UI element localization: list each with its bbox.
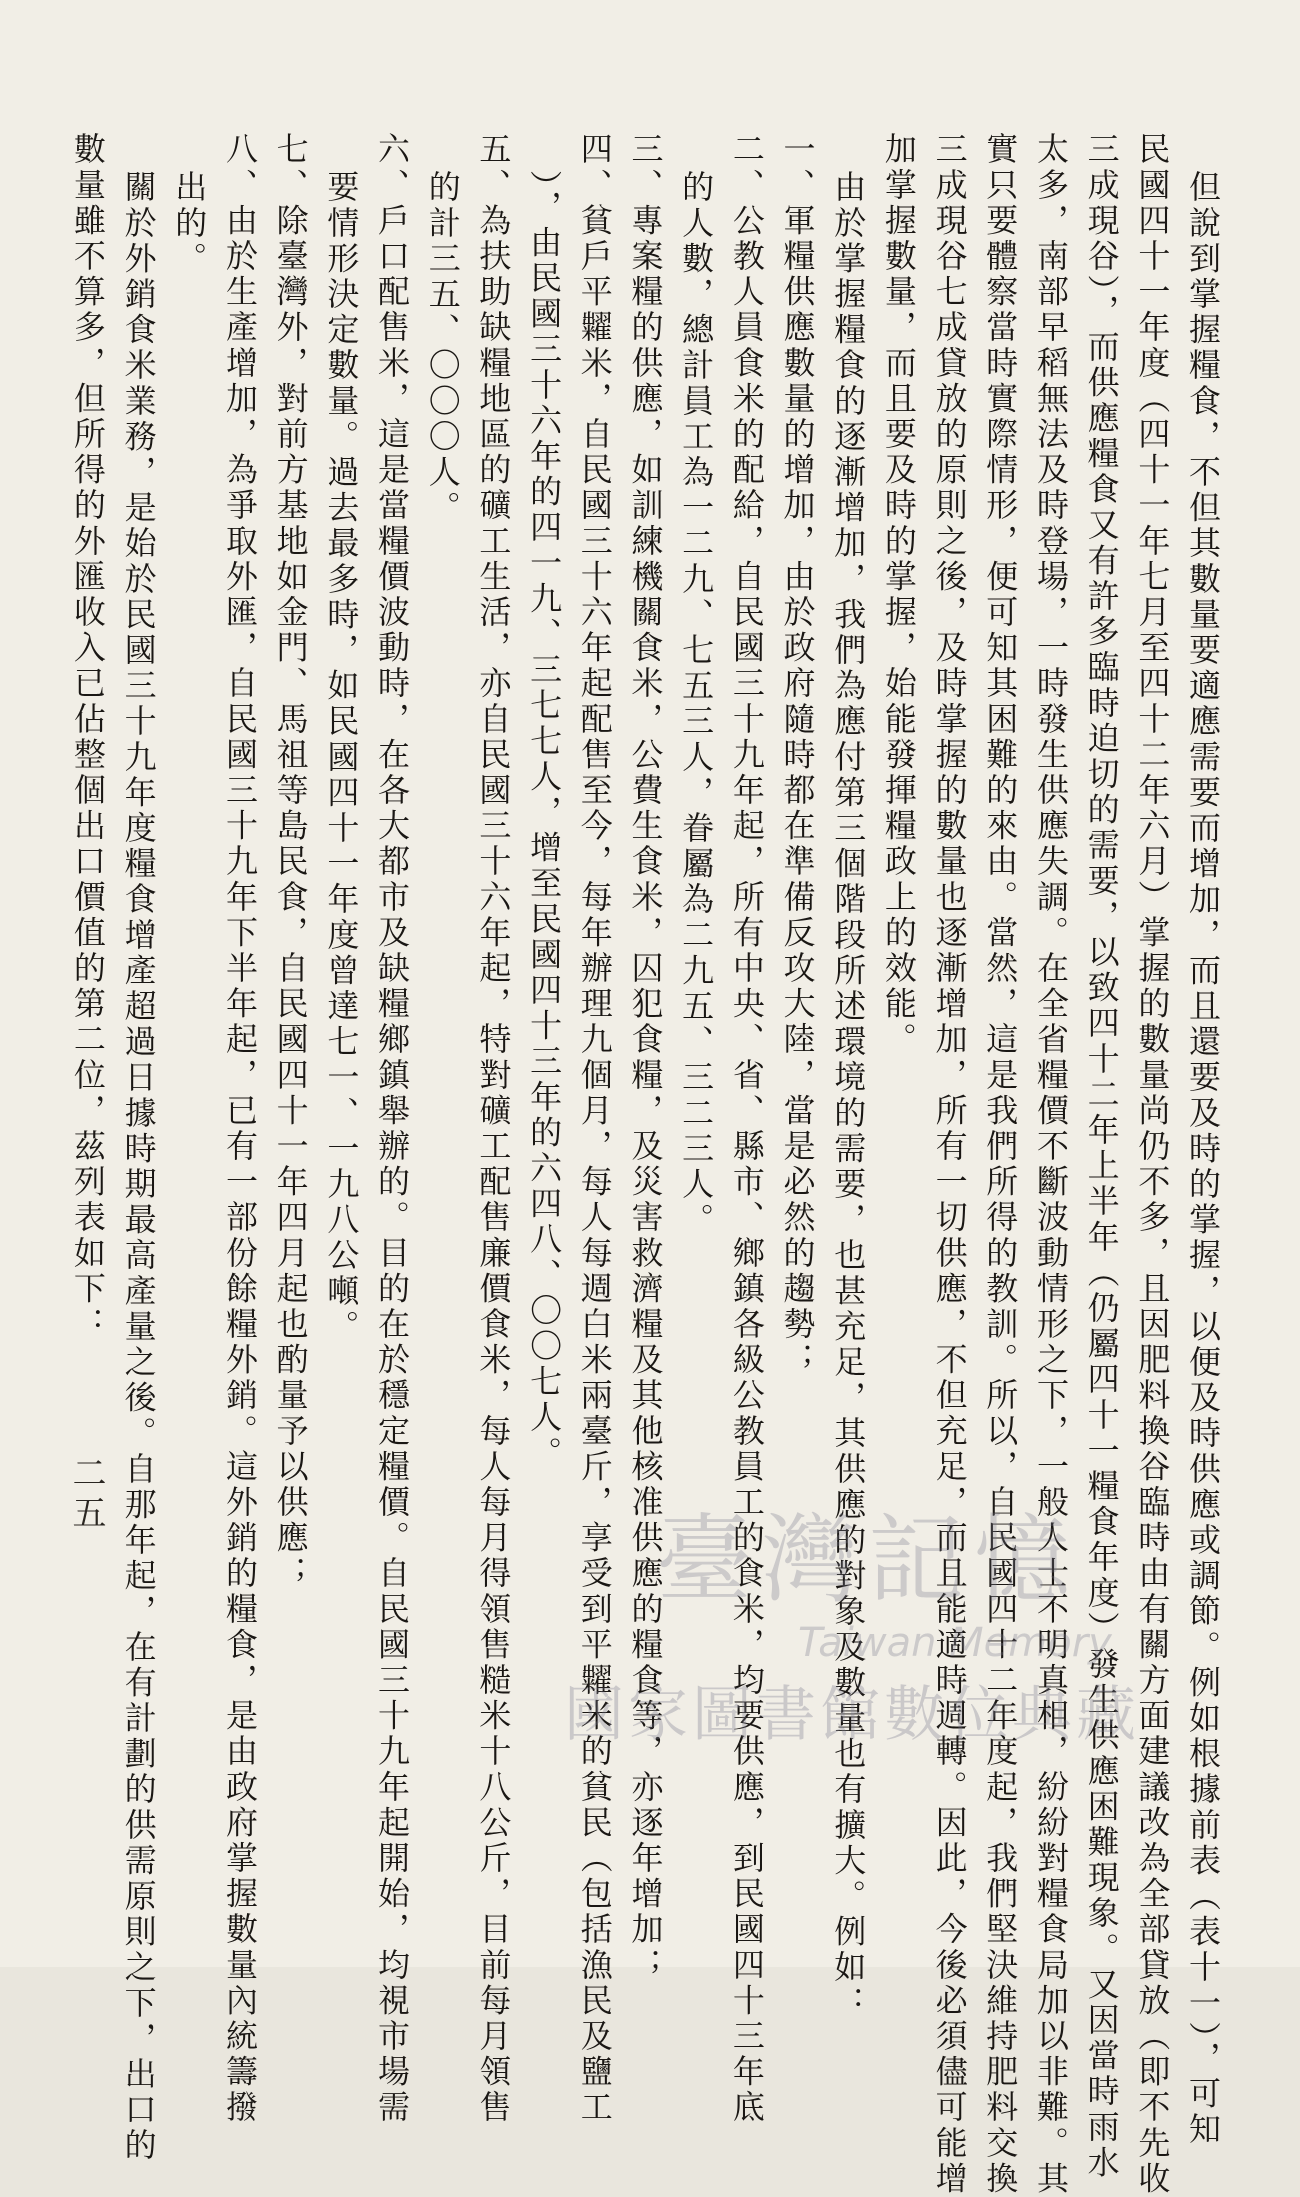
watermark-title: 臺灣記憶 [656,1504,1080,1616]
watermark-english: Taiwan Memory [798,1620,1112,1666]
text-column: 三、專案糧的供應，如訓練機關食米，公費生食米，囚犯食糧，及災害救濟糧及其他核准供應的糧食等，亦逐年增加； [626,132,665,1984]
text-column: ），由民國三十六年的四一九、三七七人，增至民國四十三年的六四八、〇〇七人。 [525,170,564,1472]
text-column: 由於掌握糧食的逐漸增加，我們為應付第三個階段所述環境的需要，也甚充足，其供應的對象及數量也有擴大。例如： [829,170,868,2022]
text-column: 五、為扶助缺糧地區的礦工生活，亦自民國三十六年起，特對礦工配售廉價食米，每人每月得領售糙米十八公斤，目前每月領售 [474,132,513,2126]
text-column: 加掌握數量，而且要及時的掌握，始能發揮糧政上的效能。 [879,132,918,1058]
text-column: 三成現谷七成貸放的原則之後，及時掌握的數量也逐漸增加，所有一切供應，不但充足，而且能適時週轉。因此，今後必須儘可能增 [930,132,969,2197]
text-column: 七、除臺灣外，對前方基地如金門、馬祖等島民食，自民國四十一年四月起也酌量予以供應； [271,132,310,1592]
text-column: 太多，南部早稻無法及時登場，一時發生供應失調。在全省糧價不斷波動情形之下，一般人士不明真相，紛紛對糧食局加以非難。其 [1031,132,1070,2197]
text-column: 要情形決定數量。過去最多時，如民國四十一年度曾達七一、一九八公噸。 [322,170,361,1345]
text-column: 四、貧戶平糶米，自民國三十六年起配售至今，每年辦理九個月，每人每週白米兩臺斤，享受到平糶米的貧民（包括漁民及鹽工 [575,132,614,2126]
text-column: 一、軍糧供應數量的增加，由於政府隨時都在準備反攻大陸，當是必然的趨勢； [778,132,817,1378]
text-column: 二、公教人員食米的配給，自民國三十九年起，所有中央、省、縣市、鄉鎮各級公教員工的食米，均要供應，到民國四十三年底 [727,132,766,2126]
text-column: 出的。 [170,170,209,277]
text-column: 的計三五、〇〇〇人。 [423,170,462,526]
text-column: 實只要體察當時實際情形，便可知其困難的來由。當然，這是我們所得的教訓。所以，自民國四十二年度起，我們堅決維持肥料交換 [981,132,1020,2197]
text-column: 六、戶口配售米，這是當糧價波動時，在各大都市及缺糧鄉鎮舉辦的。目的在於穩定糧價。自民國三十九年起開始，均視市場需 [373,132,411,2126]
text-column: 數量雖不算多，但所得的外匯收入已佔整個出口價值的第二位，茲列表如下： [68,132,107,1343]
text-column: 的人數，總計員工為一二九、七五三人，眷屬為二九五、三二三人。 [677,170,716,1238]
text-column: 民國四十一年度（四十一年七月至四十二年六月）掌握的數量尚仍不多，且因肥料換谷臨時由有關方面建議改為全部貸放（即不先收 [1133,132,1172,2197]
page-number: 二五 [66,1455,106,1535]
text-column: 關於外銷食米業務，是始於民國三十九年度糧食增產超過日據時期最高產量之後。自那年起，在有計劃的供需原則之下，出口的 [119,170,158,2164]
text-column: 八、由於生產增加，為爭取外匯，自民國三十九年下半年起，已有一部份餘糧外銷。這外銷的糧食，是由政府掌握數量內統籌撥 [220,132,259,2126]
text-column: 三成現谷），而供應糧食又有許多臨時迫切的需要，以致四十二年上半年（仍屬四十一糧食年度）發生供應困難現象。又因當時雨水 [1082,132,1121,2181]
text-column: 但說到掌握糧食，不但其數量要適應需要而增加，而且還要及時的掌握，以便及時供應或調節。例如根據前表（表十一），可知 [1184,170,1222,2148]
watermark-subtitle: 國家圖書館數位典藏 [564,1680,1140,1750]
